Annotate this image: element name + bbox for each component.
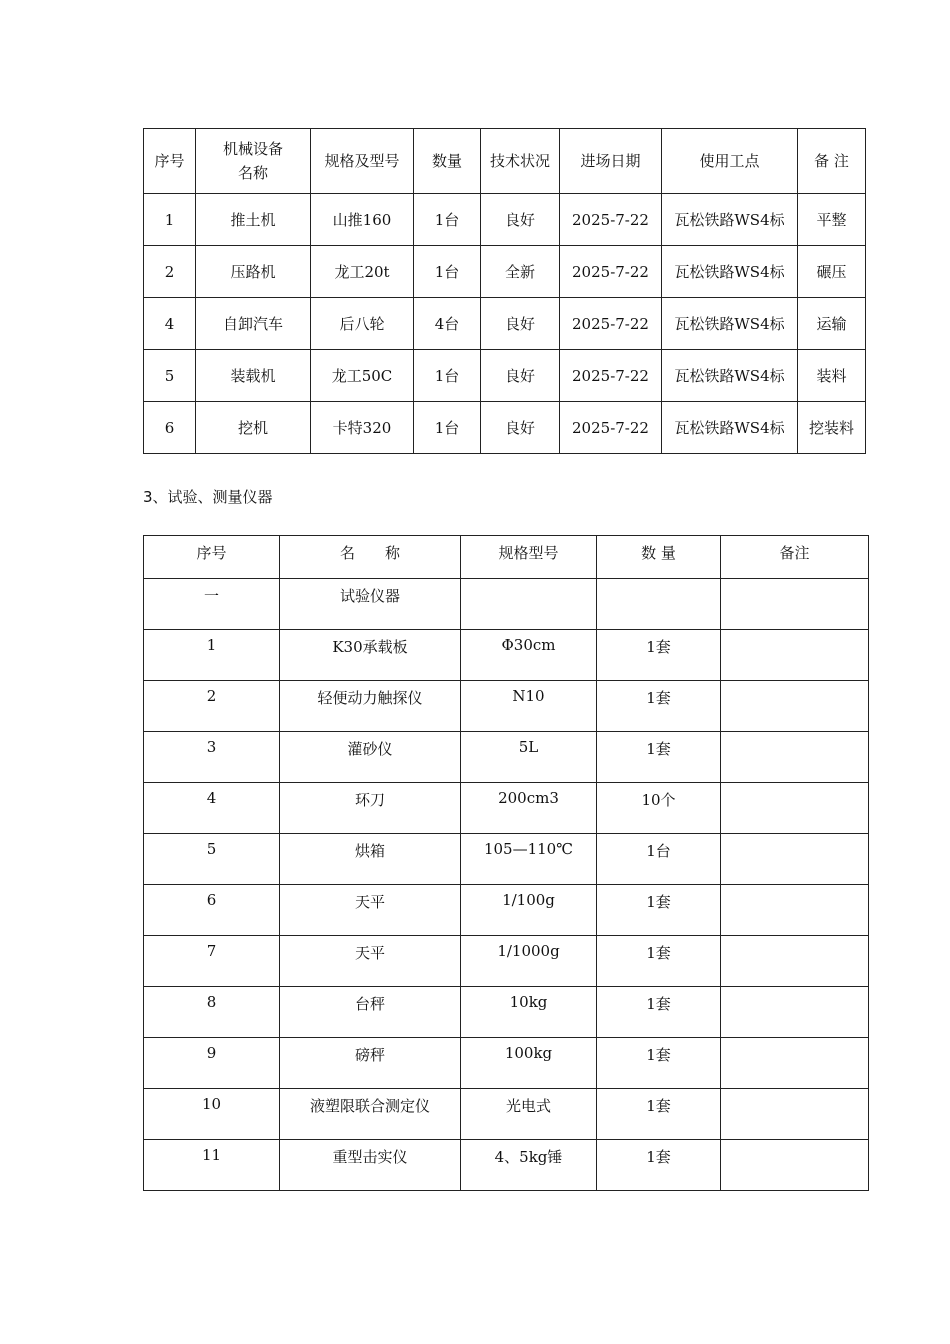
header-cell: 序号 <box>144 129 196 194</box>
table-cell: 液塑限联合测定仪 <box>280 1089 461 1140</box>
table-cell: 2025-7-22 <box>560 402 662 454</box>
table-cell <box>721 987 869 1038</box>
header-cell: 备注 <box>721 536 869 579</box>
table-cell: 天平 <box>280 885 461 936</box>
header-cell: 技术状况 <box>481 129 560 194</box>
header-cell: 规格及型号 <box>311 129 414 194</box>
equipment-table-header <box>144 129 866 194</box>
table-cell: Φ30cm <box>461 630 597 681</box>
header-cell: 数量 <box>414 129 481 194</box>
table-cell: 平整 <box>798 194 866 246</box>
table-cell: 天平 <box>280 936 461 987</box>
table-cell: 10 <box>144 1089 280 1140</box>
table-cell: 1 <box>144 630 280 681</box>
table-cell: 挖装料 <box>798 402 866 454</box>
table-cell: K30承载板 <box>280 630 461 681</box>
table-cell: 压路机 <box>196 246 311 298</box>
table-row <box>144 1140 869 1191</box>
table-cell: 碾压 <box>798 246 866 298</box>
header-cell: 规格型号 <box>461 536 597 579</box>
table-cell: 1台 <box>597 834 721 885</box>
table-cell: 7 <box>144 936 280 987</box>
table-row <box>144 834 869 885</box>
table-cell: 200cm3 <box>461 783 597 834</box>
equipment-table <box>143 128 866 454</box>
table-cell: 3 <box>144 732 280 783</box>
table-cell: 自卸汽车 <box>196 298 311 350</box>
table-cell: 105—110℃ <box>461 834 597 885</box>
table-cell: 1台 <box>414 246 481 298</box>
table-cell: 一 <box>144 579 280 630</box>
table-cell: 1 <box>144 194 196 246</box>
table-cell: 良好 <box>481 298 560 350</box>
table-cell: 1套 <box>597 987 721 1038</box>
table-cell: 6 <box>144 402 196 454</box>
table-cell <box>721 1038 869 1089</box>
table-cell: 2025-7-22 <box>560 350 662 402</box>
table-cell <box>721 885 869 936</box>
header-cell-text: 机械设备 名称 <box>222 140 283 182</box>
table-cell <box>721 834 869 885</box>
table-cell: 山推160 <box>311 194 414 246</box>
table-cell <box>721 681 869 732</box>
table-row <box>144 681 869 732</box>
table-cell: 装载机 <box>196 350 311 402</box>
table-row <box>144 298 866 350</box>
table-cell: 1/1000g <box>461 936 597 987</box>
table-cell <box>721 1089 869 1140</box>
header-cell <box>196 129 311 194</box>
table-row <box>144 1089 869 1140</box>
table-cell: 1台 <box>414 350 481 402</box>
table-row <box>144 246 866 298</box>
table-cell: 瓦松铁路WS4标 <box>662 194 798 246</box>
table-cell: 1套 <box>597 1038 721 1089</box>
table-cell <box>721 630 869 681</box>
table-cell: 瓦松铁路WS4标 <box>662 298 798 350</box>
table-cell: 1台 <box>414 194 481 246</box>
table-cell: 1套 <box>597 681 721 732</box>
table-cell: 1套 <box>597 732 721 783</box>
table-row <box>144 350 866 402</box>
table-cell: 良好 <box>481 402 560 454</box>
table-cell: 1套 <box>597 1140 721 1191</box>
table-row <box>144 936 869 987</box>
table-cell: 试验仪器 <box>280 579 461 630</box>
table-cell: 瓦松铁路WS4标 <box>662 350 798 402</box>
table-cell: 瓦松铁路WS4标 <box>662 246 798 298</box>
table-cell: 8 <box>144 987 280 1038</box>
table-cell: 2 <box>144 246 196 298</box>
table-row <box>144 783 869 834</box>
table-cell: 良好 <box>481 194 560 246</box>
table-cell: 1台 <box>414 402 481 454</box>
table-cell: 100kg <box>461 1038 597 1089</box>
table-cell: 光电式 <box>461 1089 597 1140</box>
table-cell <box>721 732 869 783</box>
header-cell: 数 量 <box>597 536 721 579</box>
table-row <box>144 579 869 630</box>
table-cell: 推土机 <box>196 194 311 246</box>
table-cell <box>461 579 597 630</box>
header-cell: 序号 <box>144 536 280 579</box>
table-cell: 卡特320 <box>311 402 414 454</box>
table-cell: 磅秤 <box>280 1038 461 1089</box>
table-cell: 5L <box>461 732 597 783</box>
table-cell: 2025-7-22 <box>560 298 662 350</box>
table-cell: 2025-7-22 <box>560 246 662 298</box>
table-cell: 1套 <box>597 630 721 681</box>
table-cell: 2025-7-22 <box>560 194 662 246</box>
table-cell: 4 <box>144 298 196 350</box>
table-cell: 1套 <box>597 885 721 936</box>
table-cell: 4台 <box>414 298 481 350</box>
table-cell: 5 <box>144 350 196 402</box>
table-row <box>144 732 869 783</box>
table-cell <box>721 579 869 630</box>
table-row <box>144 987 869 1038</box>
header-cell: 使用工点 <box>662 129 798 194</box>
header-cell: 备 注 <box>798 129 866 194</box>
table-cell: 挖机 <box>196 402 311 454</box>
table-cell: 瓦松铁路WS4标 <box>662 402 798 454</box>
table-cell: 10kg <box>461 987 597 1038</box>
table-cell: 龙工20t <box>311 246 414 298</box>
table-cell: 重型击实仪 <box>280 1140 461 1191</box>
table-cell: 后八轮 <box>311 298 414 350</box>
table-cell: 环刀 <box>280 783 461 834</box>
table-cell <box>597 579 721 630</box>
table-cell: 2 <box>144 681 280 732</box>
table-row <box>144 194 866 246</box>
table-cell: 4 <box>144 783 280 834</box>
table-cell <box>721 783 869 834</box>
header-cell: 进场日期 <box>560 129 662 194</box>
table-row <box>144 402 866 454</box>
section-heading: 3、试验、测量仪器 <box>143 488 273 506</box>
table-cell: N10 <box>461 681 597 732</box>
header-cell: 名 称 <box>280 536 461 579</box>
table-cell: 1套 <box>597 936 721 987</box>
table-cell: 1/100g <box>461 885 597 936</box>
instrument-table <box>143 535 869 1191</box>
table-cell: 良好 <box>481 350 560 402</box>
table-cell: 11 <box>144 1140 280 1191</box>
table-cell <box>721 1140 869 1191</box>
table-cell: 全新 <box>481 246 560 298</box>
table-cell: 4、5kg锤 <box>461 1140 597 1191</box>
table-cell: 10个 <box>597 783 721 834</box>
table-cell: 5 <box>144 834 280 885</box>
table-cell: 装料 <box>798 350 866 402</box>
instrument-table-header <box>144 536 869 579</box>
table-cell: 台秤 <box>280 987 461 1038</box>
table-cell <box>721 936 869 987</box>
table-cell: 灌砂仪 <box>280 732 461 783</box>
table-cell: 龙工50C <box>311 350 414 402</box>
table-row <box>144 630 869 681</box>
table-cell: 1套 <box>597 1089 721 1140</box>
table-cell: 运输 <box>798 298 866 350</box>
table-row <box>144 1038 869 1089</box>
table-cell: 轻便动力触探仪 <box>280 681 461 732</box>
table-cell: 9 <box>144 1038 280 1089</box>
table-cell: 烘箱 <box>280 834 461 885</box>
table-cell: 6 <box>144 885 280 936</box>
table-row <box>144 885 869 936</box>
